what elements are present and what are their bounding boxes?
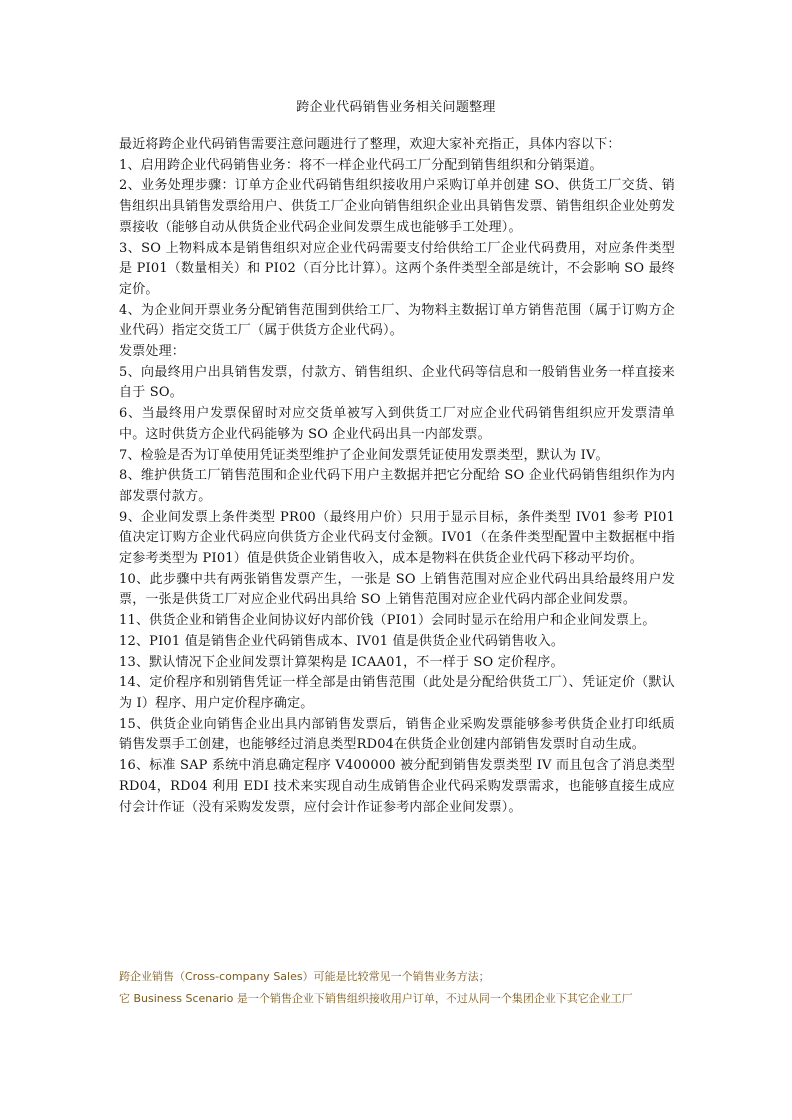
footer-line-2: 它 Business Scenario 是一个销售企业下销售组织接收用户订单，不过从同一个集团企业下其它企业工厂 [119, 992, 633, 1005]
paragraph-item-9: 9、企业间发票上条件类型 PR00（最终用户价）只用于显示目标，条件类型 IV01 参考 PI01 值决定订购方企业代码应向供货方企业代码支付金额。IV01（在条件类型配置中主数据框中指定参考类型为 PI01）值是供货企业销售收入，成本是物料在供货企业代码下移动平均价。 [119, 509, 675, 567]
footer-line-1: 跨企业销售（Cross-company Sales）可能是比较常见一个销售业务方法； [119, 970, 490, 983]
paragraph-item-12: 12、PI01 值是销售企业代码销售成本、IV01 值是供货企业代码销售收入。 [119, 633, 565, 649]
paragraph-item-6: 6、当最终用户发票保留时对应交货单被写入到供货工厂对应企业代码销售组织应开发票清单中。这时供货方企业代码能够为 SO 企业代码出具一内部发票。 [119, 406, 675, 442]
paragraph-item-15: 15、供货企业向销售企业出具内部销售发票后，销售企业采购发票能够参考供货企业打印纸质销售发票手工创建，也能够经过消息类型RD04在供货企业创建内部销售发票时自动生成。 [119, 716, 675, 753]
paragraph-item-8: 8、维护供货工厂销售范围和企业代码下用户主数据并把它分配给 SO 企业代码销售组织作为内部发票付款方。 [119, 468, 675, 504]
section-heading-invoice: 发票处理： [119, 344, 186, 360]
document-title: 跨企业代码销售业务相关问题整理 [296, 100, 496, 115]
footer-notes [119, 966, 679, 1010]
paragraph-item-14: 14、定价程序和别销售凭证一样全部是由销售范围（此处是分配给供货工厂）、凭证定价（默认为 I）程序、用户定价程序确定。 [119, 675, 675, 711]
paragraph-item-13: 13、默认情况下企业间发票计算架构是 ICAA01，不一样于 SO 定价程序。 [119, 654, 564, 670]
paragraph-item-1: 1、启用跨企业代码销售业务：将不一样企业代码工厂分配到销售组织和分销渠道。 [119, 157, 603, 173]
paragraph-item-5: 5、向最终用户出具销售发票，付款方、销售组织、企业代码等信息和一般销售业务一样直接来自于 SO。 [119, 364, 675, 401]
paragraph-item-16: 16、标准 SAP 系统中消息确定程序 V400000 被分配到销售发票类型 IV 而且包含了消息类型 RD04，RD04 利用 EDI 技术来实现自动生成销售企业代码采购发票需求，也能够直接生成应付会计作证（没有采购发发票，应付会计作证参考内部企业间发票）。 [119, 758, 675, 815]
paragraph-item-2: 2、业务处理步骤：订单方企业代码销售组织接收用户采购订单并创建 SO、供货工厂交货、销售组织出具销售发票给用户、供货工厂企业向销售组织企业出具销售发票、销售组织企业处剪发票接收（能够自动从供货企业代码企业间发票生成也能够手工处理）。 [119, 178, 675, 235]
paragraph-item-7: 7、检验是否为订单使用凭证类型维护了企业间发票凭证使用发票类型，默认为 IV。 [119, 447, 609, 463]
paragraph-intro: 最近将跨企业代码销售需要注意问题进行了整理，欢迎大家补充指正，具体内容以下： [119, 137, 621, 152]
document-body [119, 135, 675, 818]
paragraph-item-3: 3、SO 上物料成本是销售组织对应企业代码需要支付给供给工厂企业代码费用，对应条件类型是 PI01（数量相关）和 PI02（百分比计算）。这两个条件类型全部是统计，不会影响 SO 最终定价。 [119, 240, 675, 297]
paragraph-item-11: 11、供货企业和销售企业间协议好内部价钱（PI01）会同时显示在给用户和企业间发票上。 [119, 613, 656, 629]
paragraph-item-10: 10、此步骤中共有两张销售发票产生，一张是 SO 上销售范围对应企业代码出具给最终用户发票，一张是供货工厂对应企业代码出具给 SO 上销售范围对应企业代码内部企业间发票。 [119, 571, 675, 608]
paragraph-item-4: 4、为企业间开票业务分配销售范围到供给工厂、为物料主数据订单方销售范围（属于订购方企业代码）指定交货工厂（属于供货方企业代码）。 [119, 302, 675, 339]
